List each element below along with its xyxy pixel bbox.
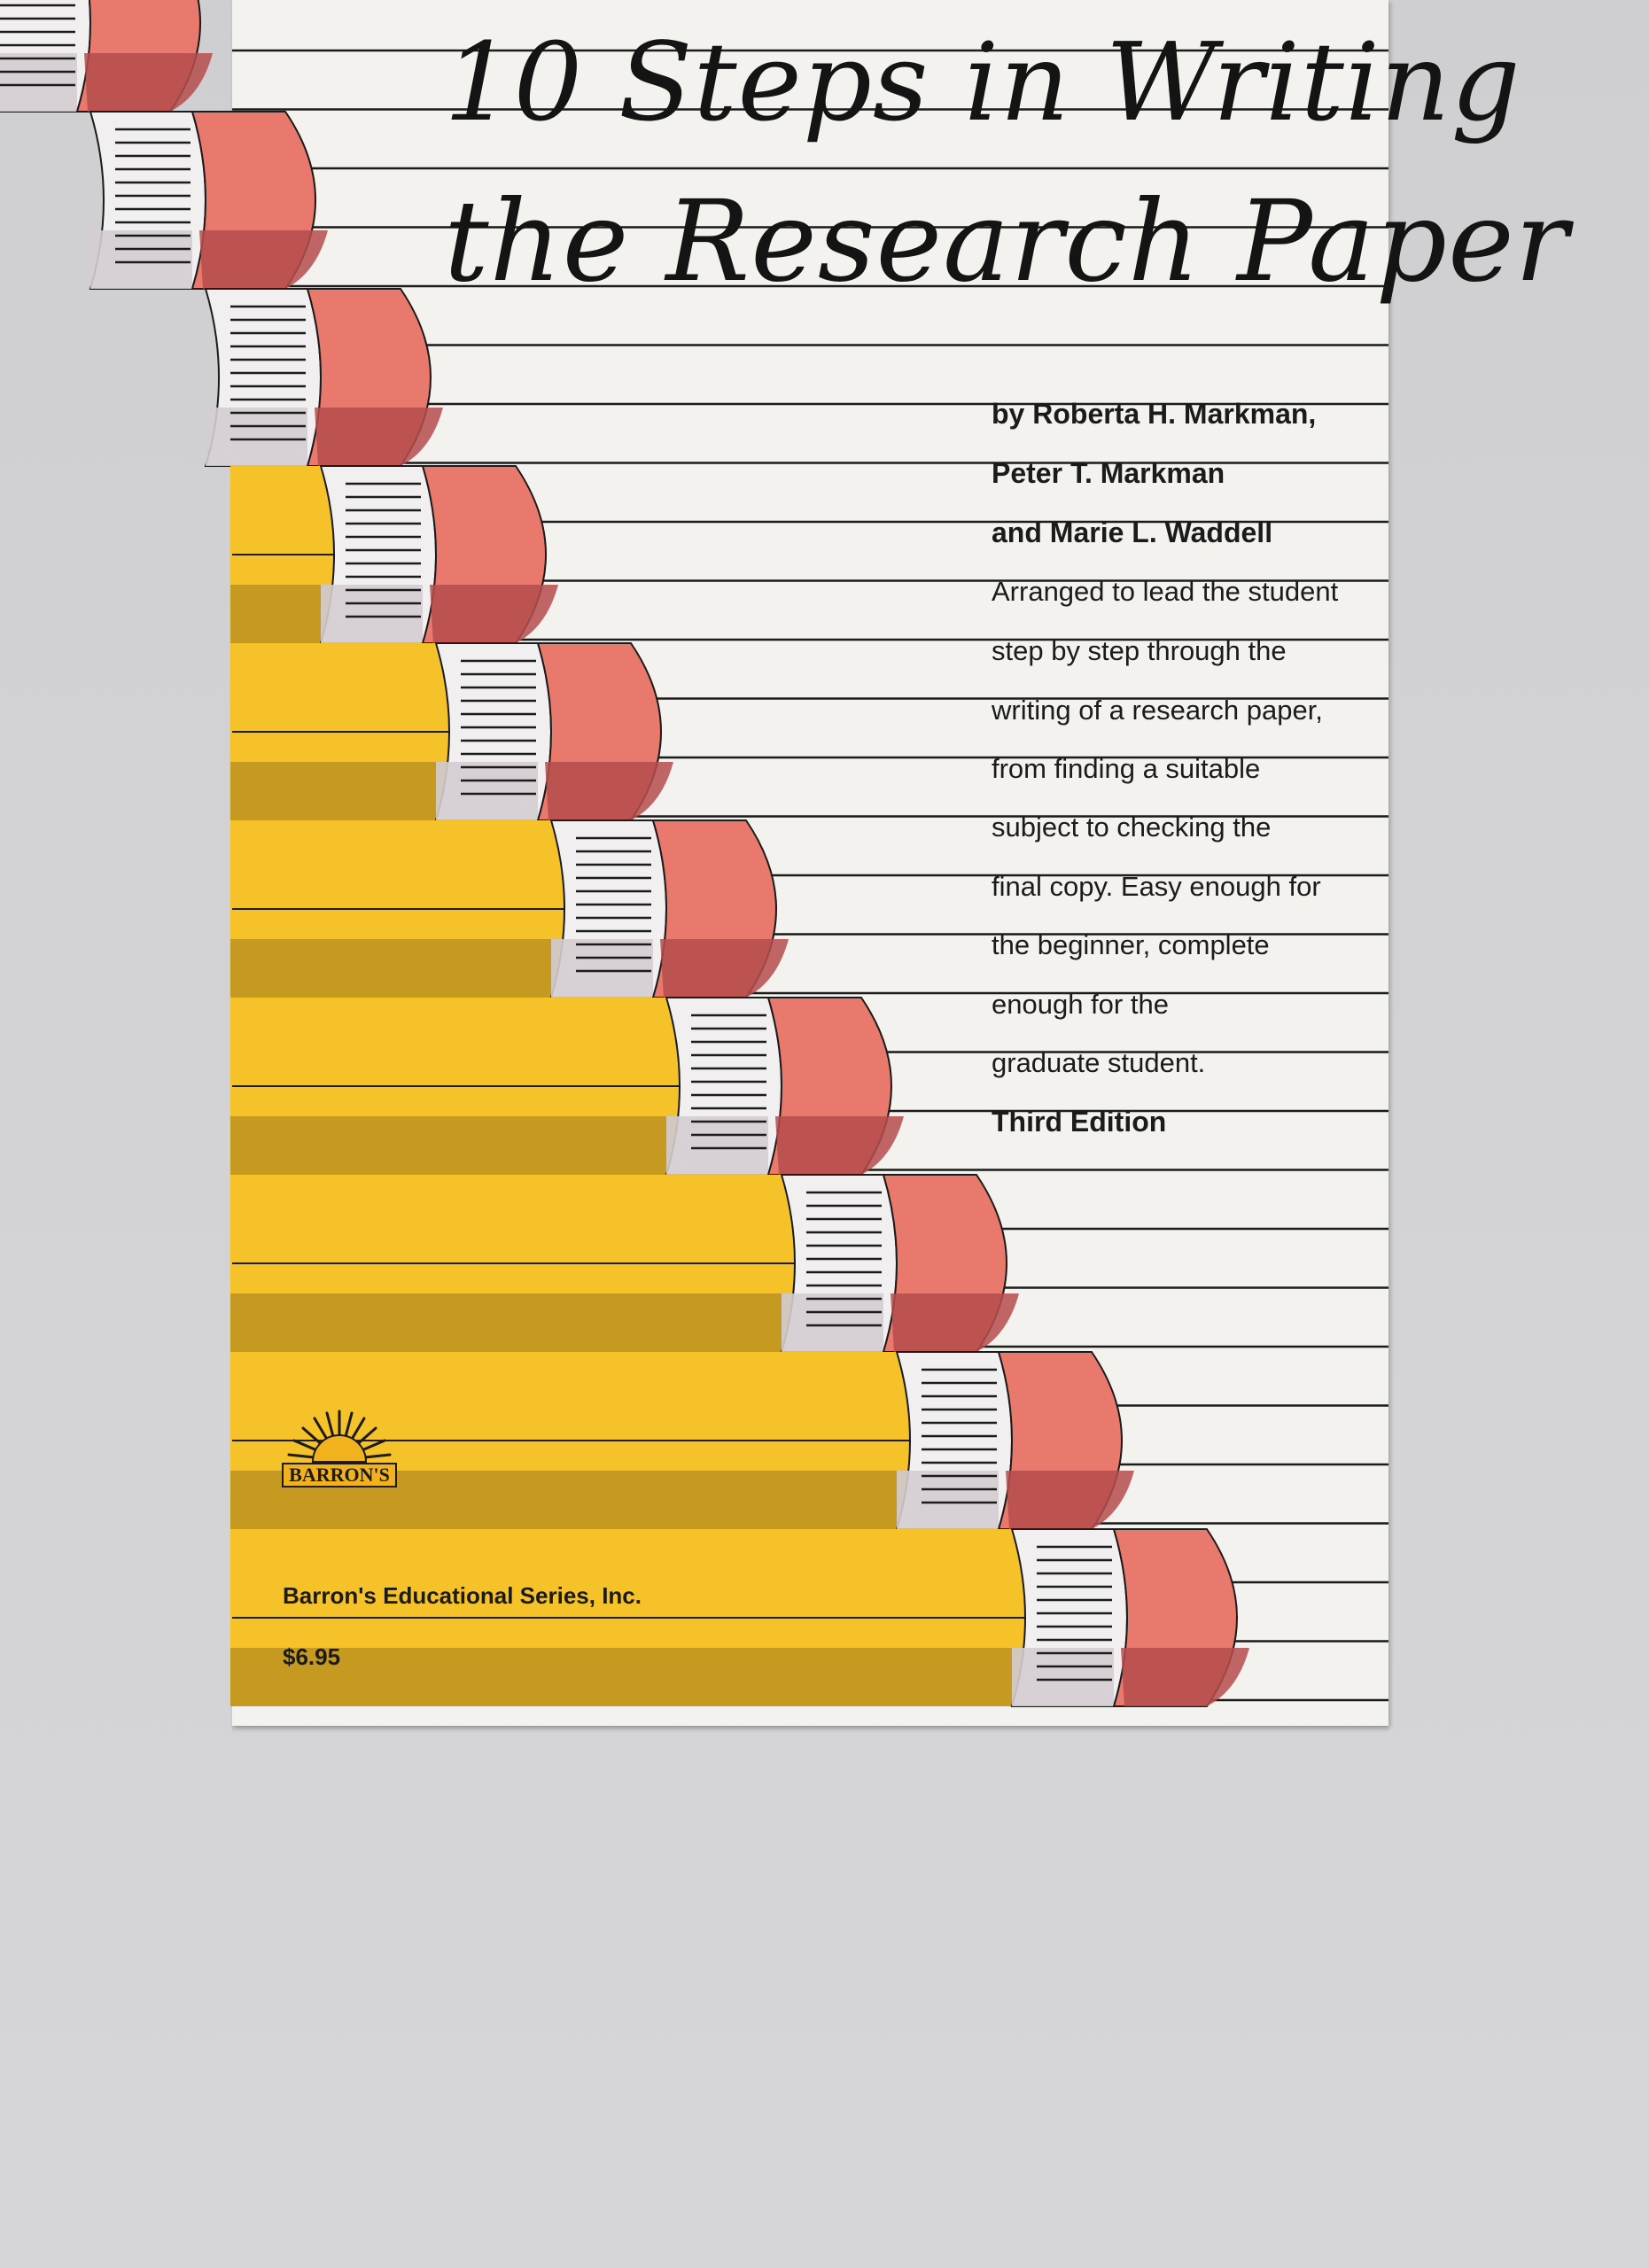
description-line-3: writing of a research paper, — [992, 695, 1323, 726]
cover-title-line-1: 10 Steps in Writing — [444, 19, 1521, 145]
publisher-logo-wordmark: BARRON'S — [282, 1463, 397, 1487]
pencil — [230, 820, 789, 998]
book-cover — [232, 0, 1569, 1726]
description-line-4: from finding a suitable — [992, 753, 1261, 784]
pencil — [206, 289, 443, 466]
pencil — [230, 998, 904, 1175]
description-line-2: step by step through the — [992, 635, 1287, 666]
cover-title-line-2: the Research Paper — [444, 176, 1569, 307]
author-line-3: and Marie L. Waddell — [992, 517, 1273, 548]
description-line-1: Arranged to lead the student — [992, 576, 1339, 607]
sunburst-icon — [282, 1409, 397, 1464]
price-label: $6.95 — [283, 1643, 341, 1670]
description-line-6: final copy. Easy enough for — [992, 871, 1321, 902]
author-line-1: by Roberta H. Markman, — [992, 398, 1317, 430]
description-line-8: enough for the — [992, 989, 1169, 1020]
cover-shadow — [232, 1726, 1388, 1733]
pencil — [230, 1175, 1019, 1352]
description-line-5: subject to checking the — [992, 812, 1272, 843]
publisher-name: Barron's Educational Series, Inc. — [283, 1582, 642, 1609]
pencil — [90, 112, 328, 289]
pencil — [230, 643, 673, 820]
pencil — [230, 466, 558, 643]
author-line-2: Peter T. Markman — [992, 457, 1225, 489]
description-line-9: graduate student. — [992, 1047, 1206, 1078]
publisher-logo — [282, 1409, 397, 1490]
edition-label: Third Edition — [992, 1106, 1167, 1138]
pencil — [0, 0, 213, 112]
description-line-7: the beginner, complete — [992, 929, 1270, 960]
pencil — [230, 1529, 1249, 1706]
